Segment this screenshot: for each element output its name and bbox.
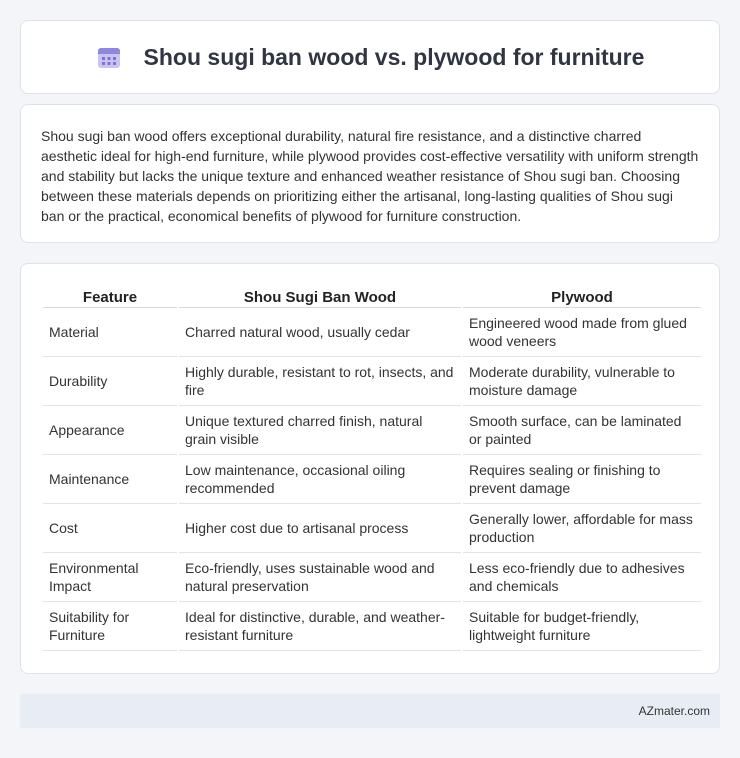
feature-cell: Environmental Impact	[43, 553, 177, 602]
table-row	[43, 553, 701, 602]
summary-text: Shou sugi ban wood offers exceptional durability, natural fire resistance, and a distinctive charred aesthetic ideal for high-end furniture, while plywood provides cost-effective versatility with uniform strength and stability but lacks the unique texture and enhanced weather resistance of Shou sugi ban. Choosing between these materials depends on prioritizing either the artisanal, long-lasting qualities of Shou sugi ban or the practical, economical benefits of plywood for furniture construction.	[41, 128, 699, 224]
header-card	[20, 20, 720, 94]
plywood-cell: Suitable for budget-friendly, lightweight furniture	[463, 602, 701, 651]
plywood-cell: Engineered wood made from glued wood veneers	[463, 308, 701, 357]
plywood-cell: Requires sealing or finishing to prevent damage	[463, 455, 701, 504]
table-header-row	[43, 286, 701, 308]
comparison-table-card	[20, 263, 720, 674]
shou-sugi-ban-cell: Eco-friendly, uses sustainable wood and natural preservation	[179, 553, 461, 602]
shou-sugi-ban-cell: Higher cost due to artisanal process	[179, 504, 461, 553]
feature-cell: Appearance	[43, 406, 177, 455]
table-row	[43, 504, 701, 553]
page-title: Shou sugi ban wood vs. plywood for furniture	[143, 43, 645, 70]
summary-card	[20, 104, 720, 243]
feature-cell: Suitability for Furniture	[43, 602, 177, 651]
plywood-cell: Generally lower, affordable for mass production	[463, 504, 701, 553]
shou-sugi-ban-cell: Highly durable, resistant to rot, insects, and fire	[179, 357, 461, 406]
footer-bar	[20, 694, 720, 728]
plywood-cell: Less eco-friendly due to adhesives and chemicals	[463, 553, 701, 602]
calendar-icon	[96, 44, 122, 70]
table-row	[43, 357, 701, 406]
plywood-cell: Moderate durability, vulnerable to moisture damage	[463, 357, 701, 406]
feature-cell: Cost	[43, 504, 177, 553]
table-row	[43, 602, 701, 651]
column-header-shou-sugi-ban: Shou Sugi Ban Wood	[179, 286, 461, 308]
footer-brand[interactable]: AZmater.com	[638, 704, 710, 718]
shou-sugi-ban-cell: Ideal for distinctive, durable, and weather-resistant furniture	[179, 602, 461, 651]
table-row	[43, 308, 701, 357]
shou-sugi-ban-cell: Unique textured charred finish, natural grain visible	[179, 406, 461, 455]
column-header-feature: Feature	[43, 286, 177, 308]
feature-cell: Durability	[43, 357, 177, 406]
table-row	[43, 406, 701, 455]
feature-cell: Maintenance	[43, 455, 177, 504]
feature-cell: Material	[43, 308, 177, 357]
column-header-plywood: Plywood	[463, 286, 701, 308]
shou-sugi-ban-cell: Charred natural wood, usually cedar	[179, 308, 461, 357]
plywood-cell: Smooth surface, can be laminated or painted	[463, 406, 701, 455]
shou-sugi-ban-cell: Low maintenance, occasional oiling recommended	[179, 455, 461, 504]
table-row	[43, 455, 701, 504]
comparison-table	[41, 286, 703, 651]
